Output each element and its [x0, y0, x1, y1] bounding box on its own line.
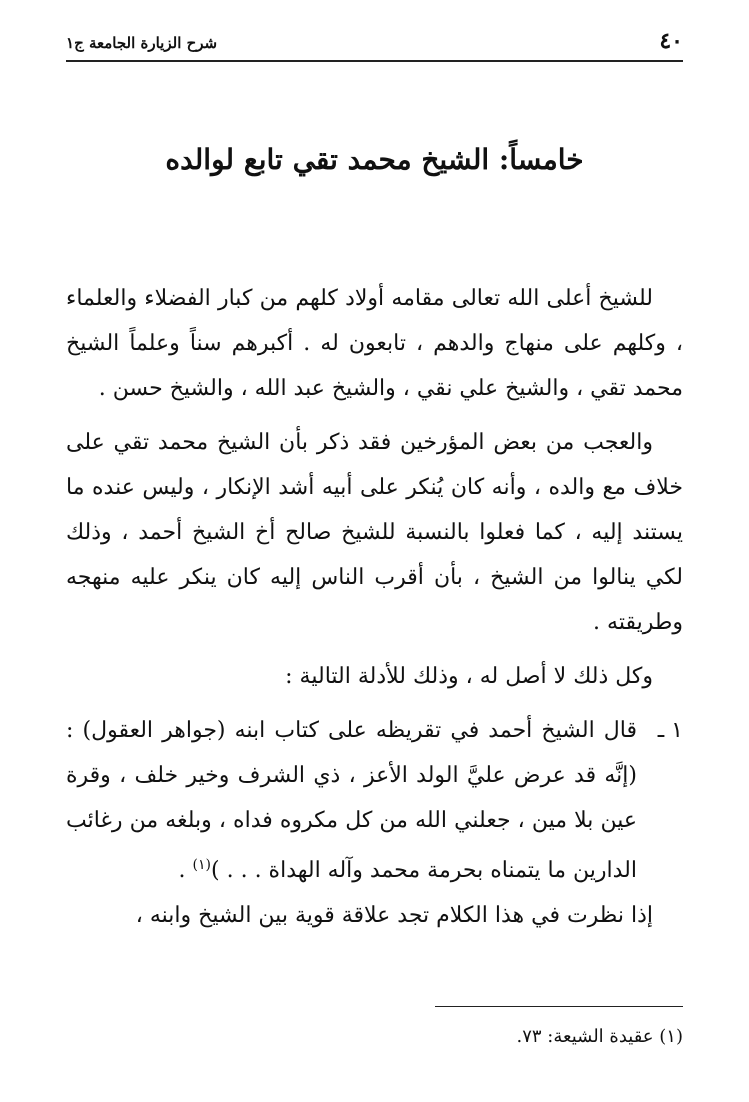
list-marker: ١ ـ	[657, 718, 683, 743]
list-item	[66, 708, 683, 893]
footnote-reference: (١)	[192, 857, 212, 873]
paragraph-3: وكل ذلك لا أصل له ، وذلك للأدلة التالية :	[285, 664, 653, 689]
paragraph-2: والعجب من بعض المؤرخين فقد ذكر بأن الشيخ محمد تقي على خلاف مع والده ، وأنه كان يُنكر على أبيه أشد الإنكار ، وليس عنده ما يستند إليه ، كما فعلوا بالنسبة للشيخ صالح أخ الشيخ أحمد ، وذلك لكي ينالوا من الشيخ ، بأن أقرب الناس إليه كان ينكر عليه منهجه وطريقته .	[66, 430, 683, 635]
footnote-divider	[435, 1006, 683, 1007]
list-item-ending: .	[178, 858, 193, 883]
paragraph-4: إذا نظرت في هذا الكلام تجد علاقة قوية بين الشيخ وابنه ،	[135, 903, 653, 928]
section-heading: خامساً: الشيخ محمد تقي تابع لوالده	[165, 143, 584, 176]
footnote: (١) عقيدة الشيعة: ٧٣.	[516, 1026, 683, 1047]
running-title: شرح الزيارة الجامعة ج١	[66, 34, 218, 52]
paragraph-1: للشيخ أعلى الله تعالى مقامه أولاد كلهم من كبار الفضلاء والعلماء ، وكلهم على منهاج والدهم ، تابعون له . أكبرهم سناً وعلماً الشيخ محمد تقي ، والشيخ علي نقي ، والشيخ عبد الله ، والشيخ حسن .	[66, 286, 683, 401]
page-number: ٤٠	[659, 28, 683, 54]
body-text	[66, 276, 683, 947]
running-header	[66, 26, 683, 62]
list-item-text: قال الشيخ أحمد في تقريظه على كتاب ابنه (جواهر العقول) : (إنَّه قد عرض عليَّ الولد الأعز ، ذي الشرف وخير خلف ، وقرة عين بلا مين ، جعلني الله من كل مكروه فداه ، وبلغه من رغائب الدارين ما يتمناه بحرمة محمد وآله الهداة . . . )	[66, 718, 637, 883]
